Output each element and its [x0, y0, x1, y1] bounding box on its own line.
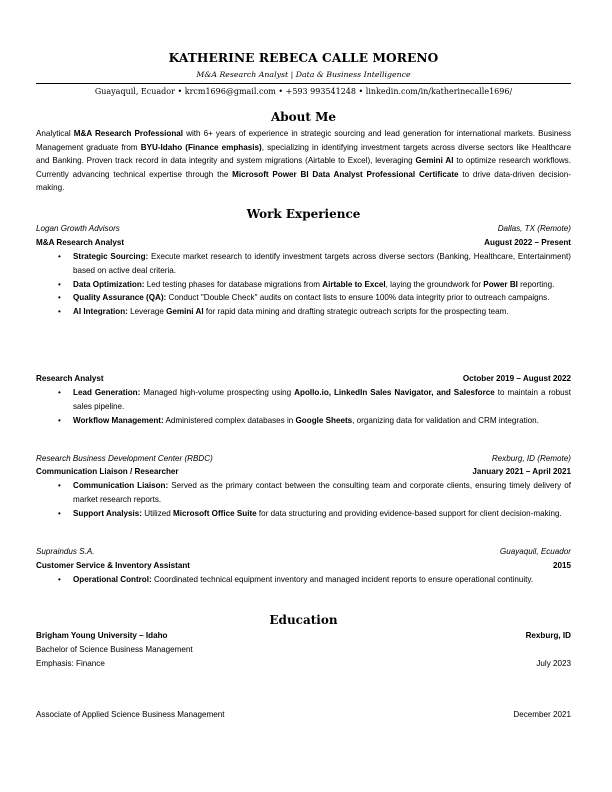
bold-text: Data Optimization: [73, 279, 145, 289]
bullet-item [36, 414, 571, 428]
job-location: Guayaquil, Ecuador [499, 547, 571, 556]
text: Leverage [127, 307, 167, 317]
bold-text: BYU-Idaho (Finance emphasis) [140, 142, 262, 152]
text: Led testing phases for database migrations from [144, 279, 323, 289]
text: reporting. [517, 279, 555, 289]
bold-text: Airtable to Excel [322, 279, 386, 289]
company: Logan Growth Advisors [36, 224, 120, 233]
job-title: Customer Service & Inventory Assistant [36, 561, 190, 570]
text: with 6+ years of experience in strategic sourcing and lead generation for international markets. Business Management graduate from [36, 129, 572, 152]
job-title-row [36, 559, 571, 573]
job-title-row [36, 236, 571, 250]
job-dates: 2015 [552, 561, 571, 570]
bullet-item [36, 573, 571, 587]
bullet-icon: • [58, 293, 61, 303]
company: Supraindus S.A. [36, 547, 95, 556]
bold-text: Communication Liaison: [73, 481, 169, 490]
job-dates: October 2019 – August 2022 [462, 374, 571, 383]
text: for rapid data mining and drafting strategic outreach scripts for the prospecting team. [203, 307, 509, 317]
text: , specializing in identifying investment targets across diverse sectors like Healthcare and Banking. Proven track record in data integrity and system migrations (Airtable to Excel), leveraging [36, 142, 571, 166]
bold-text: M&A Research Professional [73, 129, 184, 138]
degree-row [36, 643, 571, 657]
bullet-item [36, 507, 571, 521]
work-heading: Work Experience [246, 207, 361, 221]
bullet-item [36, 278, 571, 292]
associate-degree: Associate of Applied Science Business Management [36, 710, 225, 719]
job-bullets [36, 573, 571, 587]
text: to maintain a robust sales pipeline. [73, 388, 571, 411]
bold-text: Gemini AI [415, 156, 454, 166]
job-title: M&A Research Analyst [36, 238, 125, 247]
bullet-icon: • [58, 279, 61, 289]
school-name: Brigham Young University – Idaho [36, 631, 168, 640]
bullet-icon: • [58, 415, 61, 425]
bullet-icon: • [58, 481, 61, 490]
bold-text: Power BI [483, 279, 518, 289]
text: Served as the primary contact between the consulting team and corporate clients, ensuring timely delivery of market research reports. [73, 481, 571, 504]
company: Research Business Development Center (RBDC) [36, 454, 213, 463]
job-title: Communication Liaison / Researcher [36, 467, 179, 476]
bullet-item [36, 479, 571, 507]
headline: M&A Research Analyst | Data & Business Intelligence [196, 70, 411, 79]
bold-text: Operational Control: [73, 575, 152, 584]
job-title: Research Analyst [36, 374, 104, 383]
job-title-row [36, 372, 571, 386]
job-dates: January 2021 – April 2021 [472, 467, 571, 476]
bold-text: Lead Generation: [73, 388, 141, 397]
bullet-icon: • [58, 388, 61, 397]
bullet-icon: • [58, 575, 61, 584]
bold-text: AI Integration: [73, 307, 128, 317]
job-location: Rexburg, ID (Remote) [491, 454, 571, 463]
text: Utilized [141, 508, 174, 518]
bold-text: Gemini AI [166, 307, 204, 317]
candidate-name: KATHERINE REBECA CALLE MORENO [168, 51, 439, 65]
bullet-icon: • [58, 307, 61, 317]
text: Coordinated technical equipment inventory and managed incident reports to ensure operational continuity. [151, 575, 534, 584]
bullet-item [36, 291, 571, 305]
job-bullets [36, 250, 571, 319]
bullet-icon: • [58, 508, 61, 518]
education-heading: Education [269, 613, 338, 627]
bullet-item [36, 250, 571, 278]
text: to drive data-driven decision-making. [36, 169, 571, 193]
bullet-item [36, 386, 571, 414]
text: Administered complex databases in [163, 415, 296, 425]
job-bullets [36, 479, 571, 520]
text: Analytical [36, 129, 74, 138]
bold-text: Quality Assurance (QA): [73, 293, 167, 303]
job-title-row [36, 465, 571, 479]
school-location: Rexburg, ID [525, 631, 571, 640]
associate-row [36, 708, 571, 722]
school-row [36, 629, 571, 643]
bold-text: Microsoft Power BI Data Analyst Professional Certificate [232, 169, 459, 179]
bold-text: Microsoft Office Suite [173, 508, 257, 518]
bold-text: Strategic Sourcing: [73, 252, 149, 261]
about-heading: About Me [270, 110, 337, 124]
emphasis: Emphasis: Finance [36, 659, 105, 668]
bullet-icon: • [58, 252, 61, 261]
job-dates: August 2022 – Present [484, 238, 571, 247]
job-header [36, 222, 571, 236]
bold-text: Google Sheets [295, 415, 353, 425]
bold-text: Workflow Management: [73, 415, 164, 425]
text: for data structuring and providing evidence-based support for client decision-making. [256, 508, 562, 518]
bold-text: Support Analysis: [73, 508, 142, 518]
bold-text: Apollo.io, LinkedIn Sales Navigator, and Salesforce [294, 388, 495, 397]
degree: Bachelor of Science Business Management [36, 645, 193, 654]
header-divider [36, 83, 571, 84]
about-paragraph [36, 127, 571, 195]
job-header [36, 452, 571, 466]
text: Managed high-volume prospecting using [140, 388, 295, 397]
text: , organizing data for validation and CRM integration. [352, 415, 539, 425]
degree-date: July 2023 [536, 659, 571, 668]
associate-date: December 2021 [513, 710, 571, 719]
text: , laying the groundwork for [385, 279, 484, 289]
job-bullets [36, 386, 571, 427]
job-location: Dallas, TX (Remote) [497, 224, 571, 233]
bullet-item [36, 305, 571, 319]
text: Execute market research to identify investment targets across diverse sectors (Banking, Healthcare, Entertainment) based on active deal criteria. [73, 252, 571, 275]
text: Conduct "Double Check" audits on contact lists to ensure 100% data integrity prior to outreach campaigns. [166, 293, 550, 303]
contact-line: Guayaquil, Ecuador • krcm1696@gmail.com • +593 993541248 • linkedin.com/in/katherinecalle1696/ [94, 87, 513, 96]
text: to optimize research workflows. Currently advancing technical expertise through the [36, 156, 571, 179]
emphasis-row [36, 657, 571, 671]
job-header [36, 545, 571, 559]
